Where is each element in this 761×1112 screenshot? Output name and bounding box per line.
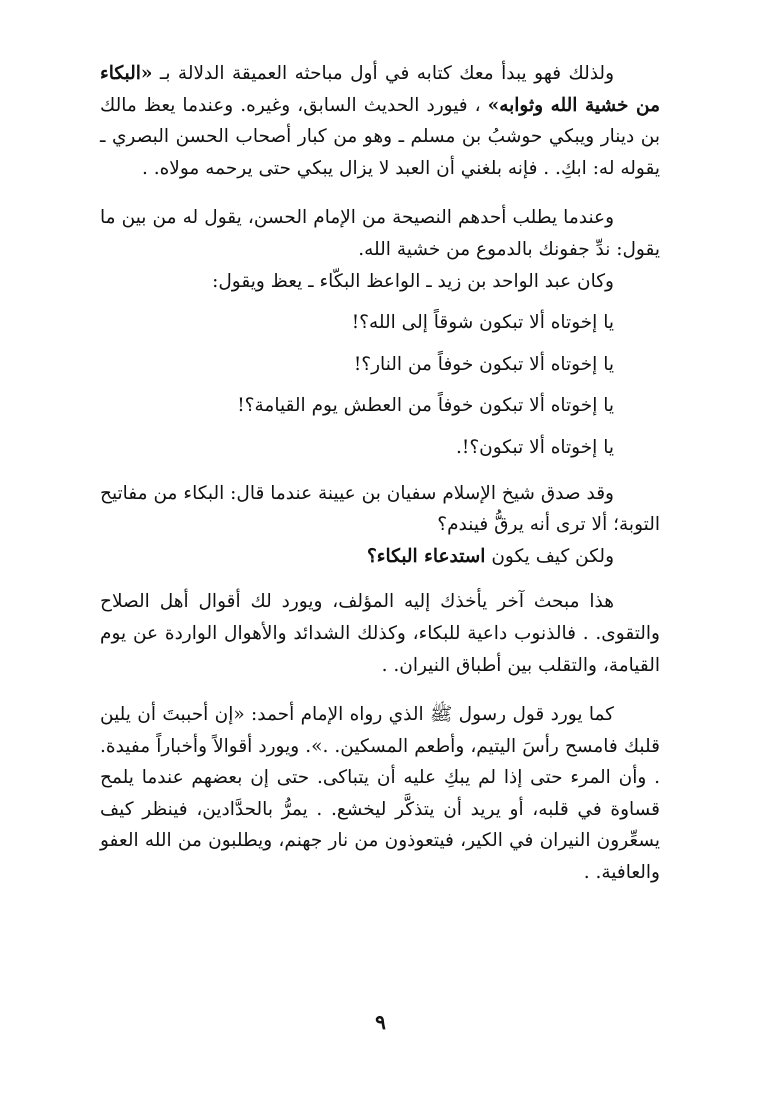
paragraph-2: وعندما يطلب أحدهم النصيحة من الإمام الحسن، يقول له من بين ما يقول: ندِّ جفونك بالدموع من خشية الله. <box>100 207 660 260</box>
exhortation-line: يا إخوتاه ألا تبكون خوفاً من النار؟! <box>353 353 614 375</box>
paragraph-7: كما يورد قول رسول ﷺ الذي رواه الإمام أحمد: «إن أحببتَ أن يلين قلبك فامسح رأسَ اليتيم، وأطعم المسكين. .». ويورد أقوالاً وأخباراً مفيدة. . وأن المرء حتى إذا لم يبكِ عليه أن يتباكى. حتى إن بعضهم عندما يلمح قساوة في قلبه، أو يريد أن يتذكَّر ليخشع. . يمرُّ بالحدَّادين، فينظر كيف يسعِّرون النيران في الكير، فيتعوذون من نار جهنم، ويطلبون من الله العفو والعافية. . <box>100 704 660 884</box>
exhortation-line: يا إخوتاه ألا تبكون خوفاً من العطش يوم القيامة؟! <box>237 395 614 417</box>
paragraph-3: وكان عبد الواحد بن زيد ـ الواعظ البكّاء ـ يعظ ويقول: <box>212 270 614 292</box>
section-question-title: استدعاء البكاء؟ <box>366 545 486 567</box>
exhortation-line: يا إخوتاه ألا تبكون؟!. <box>456 436 614 458</box>
section-question <box>100 541 660 573</box>
page-number: ٩ <box>375 1010 386 1034</box>
section-question-lead: ولكن كيف يكون <box>485 545 614 567</box>
book-chapter-title: «البكاء من خشية الله وثوابه» <box>100 63 660 116</box>
paragraph-1 <box>100 58 660 184</box>
paragraph-6: هذا مبحث آخر يأخذك إليه المؤلف، ويورد لك أقوال أهل الصلاح والتقوى. . فالذنوب داعية للبكاء، وكذلك الشدائد والأهوال الواردة عن يوم القيامة، والتقلب بين أطباق النيران. . <box>100 591 660 676</box>
exhortation-list <box>100 307 660 463</box>
exhortation-line: يا إخوتاه ألا تبكون شوقاً إلى الله؟! <box>351 312 614 334</box>
paragraph-1-body: ، فيورد الحديث السابق، وغيره. وعندما يعظ مالك بن دينار ويبكي حوشبُ بن مسلم ـ وهو من كبار أصحاب الحسن البصري ـ يقوله له: ابكِ. . فإنه بلغني أن العبد لا يزال يبكي حتى يرحمه مولاه. . <box>100 94 660 179</box>
page-body <box>100 58 660 889</box>
paragraph-4: وقد صدق شيخ الإسلام سفيان بن عيينة عندما قال: البكاء من مفاتيح التوبة؛ ألا ترى أنه يرقُّ فيندم؟ <box>100 482 660 536</box>
paragraph-1-intro: ولذلك فهو يبدأ معك كتابه في أول مباحثه العميقة الدلالة بـ <box>159 63 614 84</box>
